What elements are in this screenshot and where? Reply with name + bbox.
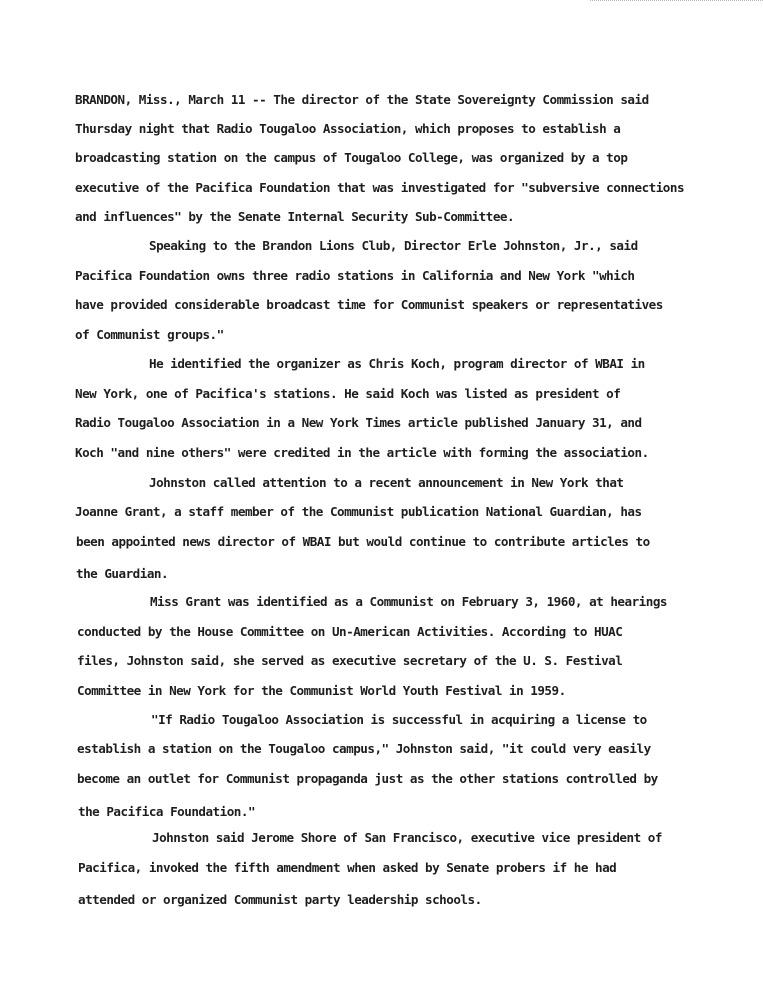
p1-line1: BRANDON, Miss., March 11 -- The director of the State Sovereignty Commission said (75, 92, 649, 107)
p4-line2: Joanne Grant, a staff member of the Communist publication National Guardian, has (75, 504, 642, 519)
p2-line1: Speaking to the Brandon Lions Club, Director Erle Johnston, Jr., said (149, 238, 638, 253)
p5-line3: files, Johnston said, she served as executive secretary of the U. S. Festival (77, 653, 623, 668)
p1-line5: and influences" by the Senate Internal Security Sub-Committee. (75, 209, 515, 224)
p4-line3: been appointed news director of WBAI but would continue to contribute articles to (76, 534, 650, 549)
p4-line1: Johnston called attention to a recent announcement in New York that (149, 475, 624, 490)
p6-line1: "If Radio Tougaloo Association is successful in acquiring a license to (151, 712, 647, 727)
p3-line3: Radio Tougaloo Association in a New York Times article published January 31, and (75, 415, 642, 430)
p7-line1: Johnston said Jerome Shore of San Francisco, executive vice president of (152, 830, 662, 845)
p1-line2: Thursday night that Radio Tougaloo Association, which proposes to establish a (75, 121, 621, 136)
p3-line4: Koch "and nine others" were credited in the article with forming the association. (75, 445, 649, 460)
p5-line2: conducted by the House Committee on Un-American Activities. According to HUAC (77, 624, 623, 639)
p6-line4: the Pacifica Foundation." (78, 804, 256, 819)
p2-line2: Pacifica Foundation owns three radio stations in California and New York "which (75, 268, 635, 283)
p6-line3: become an outlet for Communist propaganda just as the other stations controlled by (77, 771, 658, 786)
p1-line3: broadcasting station on the campus of Tougaloo College, was organized by a top (75, 150, 628, 165)
p4-line4: the Guardian. (76, 566, 169, 581)
p3-line2: New York, one of Pacifica's stations. He said Koch was listed as president of (75, 386, 621, 401)
p7-line2: Pacifica, invoked the fifth amendment when asked by Senate probers if he had (78, 860, 617, 875)
p7-line3: attended or organized Communist party leadership schools. (78, 892, 482, 907)
p2-line3: have provided considerable broadcast time for Communist speakers or representatives (75, 297, 663, 312)
p2-line4: of Communist groups." (75, 327, 224, 342)
p6-line2: establish a station on the Tougaloo campus," Johnston said, "it could very easily (77, 741, 651, 756)
p5-line1: Miss Grant was identified as a Communist on February 3, 1960, at hearings (150, 594, 667, 609)
p1-line4: executive of the Pacifica Foundation that was investigated for "subversive connections (75, 180, 685, 195)
p5-line4: Committee in New York for the Communist World Youth Festival in 1959. (77, 683, 566, 698)
p3-line1: He identified the organizer as Chris Koch, program director of WBAI in (149, 356, 645, 371)
